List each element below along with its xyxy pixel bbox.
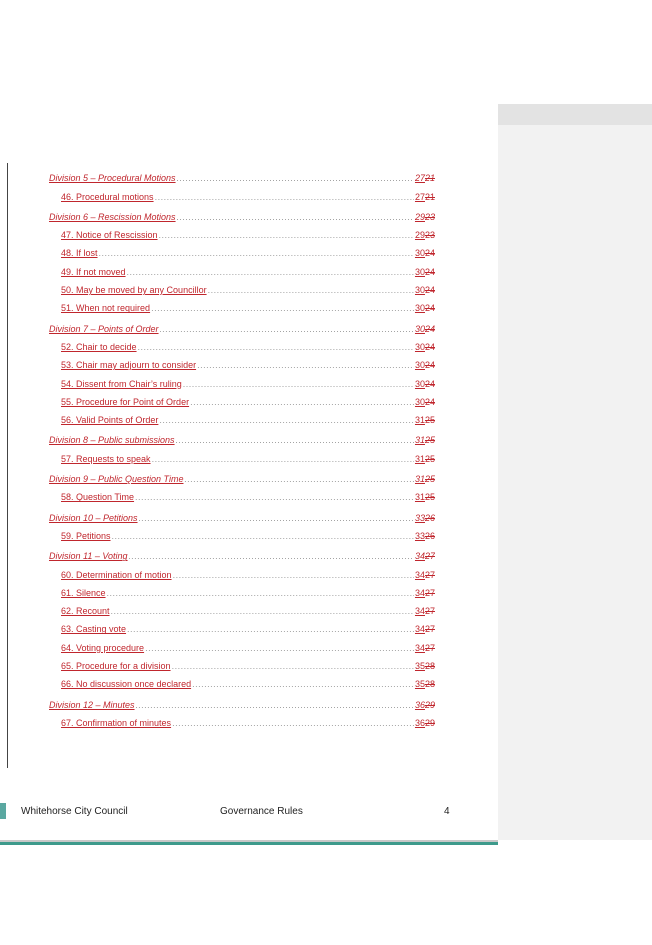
toc-rule-entry[interactable] (49, 277, 435, 295)
toc-entry-title: 67. Confirmation of minutes (61, 717, 172, 728)
toc-dot-leader (151, 303, 414, 313)
footer-document-title: Governance Rules (220, 806, 303, 817)
toc-page-inserted: 34 (414, 587, 425, 598)
toc-page-deleted: 27 (424, 551, 435, 562)
toc-dot-leader (208, 285, 414, 295)
toc-dot-leader (192, 679, 414, 689)
toc-entry-title: 57. Requests to speak (61, 453, 151, 464)
toc-dot-leader (145, 643, 414, 653)
toc-entry-title: 65. Procedure for a division (61, 661, 171, 672)
toc-page-deleted: 24 (424, 360, 435, 371)
toc-rule-entry[interactable] (49, 580, 435, 598)
toc-dot-leader (152, 454, 414, 464)
toc-page-inserted: 30 (414, 303, 425, 314)
toc-dot-leader (127, 267, 414, 277)
toc-rule-entry[interactable] (49, 334, 435, 352)
toc-entry-title: Division 7 – Points of Order (49, 323, 159, 334)
toc-entry-title: 55. Procedure for Point of Order (61, 396, 190, 407)
toc-page-inserted: 29 (414, 230, 425, 241)
toc-dot-leader (127, 624, 414, 634)
toc-page-deleted: 28 (424, 679, 435, 690)
toc-dot-leader (107, 588, 414, 598)
toc-page-deleted: 25 (424, 453, 435, 464)
toc-page-inserted: 36 (414, 699, 425, 710)
toc-page-deleted: 27 (424, 587, 435, 598)
toc-page-inserted: 30 (414, 285, 425, 296)
toc-rule-entry[interactable] (49, 598, 435, 616)
toc-page-inserted: 34 (414, 642, 425, 653)
toc-rule-entry[interactable] (49, 523, 435, 541)
toc-page-deleted: 27 (424, 569, 435, 580)
toc-page-deleted: 25 (424, 474, 435, 485)
toc-rule-entry[interactable] (49, 240, 435, 258)
toc-rule-entry[interactable] (49, 258, 435, 276)
toc-rule-entry[interactable] (49, 222, 435, 240)
table-of-contents (49, 163, 435, 728)
toc-rule-entry[interactable] (49, 389, 435, 407)
toc-division-entry[interactable] (49, 204, 435, 222)
toc-page-inserted: 31 (414, 474, 425, 485)
toc-dot-leader (176, 435, 414, 445)
footer-organisation: Whitehorse City Council (21, 806, 128, 817)
toc-entry-title: 59. Petitions (61, 530, 111, 541)
toc-rule-entry[interactable] (49, 295, 435, 313)
toc-entry-title: 53. Chair may adjourn to consider (61, 360, 197, 371)
toc-page-deleted: 27 (424, 606, 435, 617)
toc-rule-entry[interactable] (49, 484, 435, 502)
toc-page-inserted: 30 (414, 266, 425, 277)
toc-entry-title: 62. Recount (61, 606, 110, 617)
toc-page-deleted: 26 (424, 530, 435, 541)
toc-dot-leader (173, 570, 414, 580)
toc-rule-entry[interactable] (49, 616, 435, 634)
toc-entry-title: 54. Dissent from Chair’s ruling (61, 378, 182, 389)
toc-entry-title: 48. If lost (61, 248, 98, 259)
toc-dot-leader (155, 192, 414, 202)
toc-page-inserted: 30 (414, 341, 425, 352)
toc-entry-title: 46. Procedural motions (61, 191, 154, 202)
toc-division-entry[interactable] (49, 165, 435, 183)
footer-accent-bar (0, 803, 6, 819)
toc-page-deleted: 29 (424, 717, 435, 728)
toc-entry-title: 51. When not required (61, 303, 151, 314)
toc-page-deleted: 28 (424, 661, 435, 672)
toc-page-inserted: 31 (414, 415, 425, 426)
toc-page-deleted: 24 (424, 303, 435, 314)
toc-page-deleted: 25 (424, 415, 435, 426)
toc-page-deleted: 25 (424, 435, 435, 446)
toc-dot-leader (172, 661, 414, 671)
toc-dot-leader (112, 531, 414, 541)
change-bar (7, 163, 8, 768)
toc-page-deleted: 23 (424, 230, 435, 241)
toc-page-inserted: 35 (414, 679, 425, 690)
toc-page-inserted: 34 (414, 606, 425, 617)
toc-entry-title: 63. Casting vote (61, 624, 127, 635)
toc-page-inserted: 33 (414, 512, 425, 523)
toc-dot-leader (183, 379, 414, 389)
toc-dot-leader (138, 342, 414, 352)
toc-entry-title: Division 9 – Public Question Time (49, 474, 184, 485)
toc-page-deleted: 27 (424, 624, 435, 635)
footer-page-number: 4 (444, 806, 450, 817)
footer (0, 794, 498, 840)
toc-page-inserted: 29 (414, 211, 425, 222)
toc-page-deleted: 26 (424, 512, 435, 523)
toc-page-inserted: 30 (414, 360, 425, 371)
toc-page-deleted: 21 (424, 191, 435, 202)
toc-rule-entry[interactable] (49, 183, 435, 201)
toc-dot-leader (184, 474, 413, 484)
toc-entry-title: 56. Valid Points of Order (61, 415, 159, 426)
toc-dot-leader (136, 700, 414, 710)
toc-entry-title: 47. Notice of Rescission (61, 230, 158, 241)
toc-dot-leader (139, 513, 414, 523)
toc-rule-entry[interactable] (49, 370, 435, 388)
toc-dot-leader (197, 360, 414, 370)
toc-page-inserted: 30 (414, 323, 425, 334)
toc-dot-leader (172, 718, 414, 728)
toc-page-deleted: 24 (424, 285, 435, 296)
toc-entry-title: 66. No discussion once declared (61, 679, 192, 690)
toc-entry-title: 52. Chair to decide (61, 341, 137, 352)
toc-page-inserted: 34 (414, 569, 425, 580)
toc-entry-title: 49. If not moved (61, 266, 126, 277)
toc-page-deleted: 24 (424, 266, 435, 277)
toc-page-deleted: 25 (424, 492, 435, 503)
toc-entry-title: 50. May be moved by any Councillor (61, 285, 207, 296)
toc-page-inserted: 34 (414, 624, 425, 635)
toc-entry-title: Division 11 – Voting (49, 551, 128, 562)
toc-page-deleted: 24 (424, 378, 435, 389)
toc-entry-title: 61. Silence (61, 587, 106, 598)
toc-page-deleted: 27 (424, 642, 435, 653)
toc-entry-title: 64. Voting procedure (61, 642, 145, 653)
toc-page-inserted: 31 (414, 435, 425, 446)
toc-rule-entry[interactable] (49, 352, 435, 370)
footer-accent-rule (0, 842, 498, 845)
toc-entry-title: Division 8 – Public submissions (49, 435, 175, 446)
toc-rule-entry[interactable] (49, 445, 435, 463)
toc-division-entry[interactable] (49, 691, 435, 709)
toc-page-inserted: 30 (414, 378, 425, 389)
toc-rule-entry[interactable] (49, 561, 435, 579)
toc-page-deleted: 24 (424, 248, 435, 259)
toc-dot-leader (159, 230, 414, 240)
toc-dot-leader (111, 606, 414, 616)
toc-page-deleted: 24 (424, 323, 435, 334)
toc-dot-leader (160, 324, 414, 334)
toc-dot-leader (129, 551, 414, 561)
toc-page-deleted: 29 (424, 699, 435, 710)
toc-rule-entry[interactable] (49, 407, 435, 425)
toc-page-deleted: 24 (424, 341, 435, 352)
toc-page-inserted: 36 (414, 717, 425, 728)
toc-page-deleted: 21 (424, 173, 435, 184)
toc-dot-leader (99, 248, 414, 258)
toc-division-entry[interactable] (49, 504, 435, 522)
toc-division-entry[interactable] (49, 466, 435, 484)
toc-page-inserted: 31 (414, 453, 425, 464)
toc-page-inserted: 30 (414, 248, 425, 259)
toc-dot-leader (135, 492, 414, 502)
toc-entry-title: Division 5 – Procedural Motions (49, 173, 176, 184)
toc-rule-entry[interactable] (49, 634, 435, 652)
toc-page-inserted: 31 (414, 492, 425, 503)
toc-rule-entry[interactable] (49, 653, 435, 671)
toc-dot-leader (159, 415, 414, 425)
toc-dot-leader (177, 173, 414, 183)
toc-division-entry[interactable] (49, 543, 435, 561)
toc-page-inserted: 27 (414, 173, 425, 184)
toc-page-inserted: 35 (414, 661, 425, 672)
toc-entry-title: 60. Determination of motion (61, 569, 172, 580)
toc-page-inserted: 34 (414, 551, 425, 562)
toc-page-inserted: 33 (414, 530, 425, 541)
toc-division-entry[interactable] (49, 427, 435, 445)
toc-dot-leader (177, 212, 414, 222)
toc-page-deleted: 23 (424, 211, 435, 222)
toc-entry-title: Division 12 – Minutes (49, 699, 135, 710)
toc-entry-title: Division 6 – Rescission Motions (49, 211, 176, 222)
toc-page-inserted: 30 (414, 396, 425, 407)
toc-page-deleted: 24 (424, 396, 435, 407)
toc-dot-leader (190, 397, 414, 407)
toc-rule-entry[interactable] (49, 671, 435, 689)
toc-division-entry[interactable] (49, 315, 435, 333)
toc-entry-title: Division 10 – Petitions (49, 512, 138, 523)
toc-page-inserted: 27 (414, 191, 425, 202)
toc-rule-entry[interactable] (49, 710, 435, 728)
toc-entry-title: 58. Question Time (61, 492, 135, 503)
